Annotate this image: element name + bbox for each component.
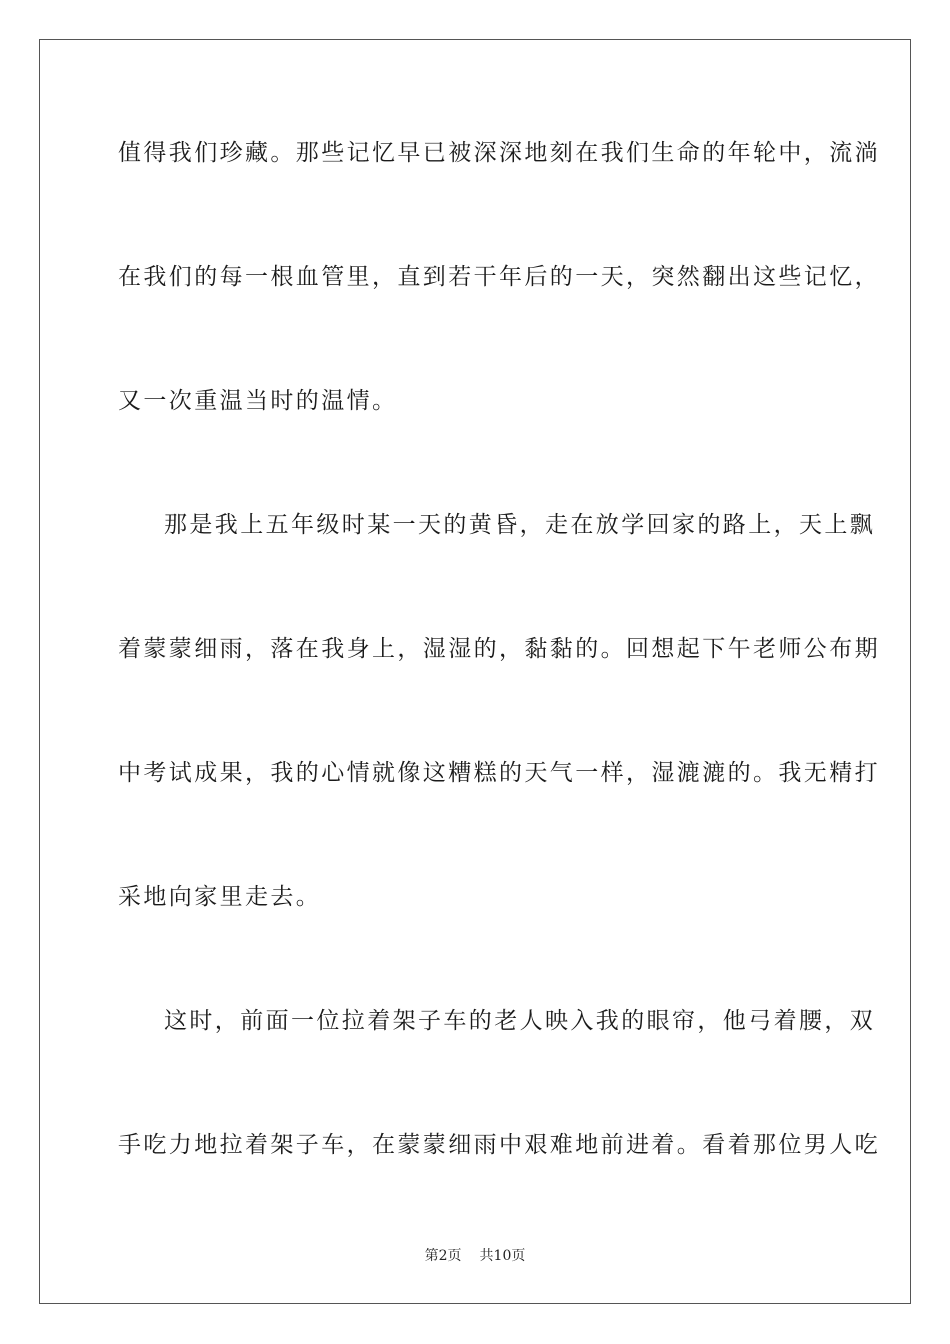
- paragraph-line: 在我们的每一根血管里，直到若干年后的一天，突然翻出这些记忆，: [118, 264, 880, 290]
- page-total: 共10页: [479, 1248, 526, 1264]
- paragraph-line: 那是我上五年级时某一天的黄昏，走在放学回家的路上，天上飘: [164, 512, 876, 538]
- page-number: 第2页: [424, 1248, 462, 1264]
- paragraph-line: 手吃力地拉着架子车，在蒙蒙细雨中艰难地前进着。看着那位男人吃: [118, 1132, 880, 1158]
- page-border: [39, 39, 911, 1304]
- paragraph-line: 值得我们珍藏。那些记忆早已被深深地刻在我们生命的年轮中，流淌: [118, 140, 880, 166]
- paragraph-line: 又一次重温当时的温情。: [118, 388, 398, 414]
- paragraph-line: 这时，前面一位拉着架子车的老人映入我的眼帘，他弓着腰，双: [164, 1008, 876, 1034]
- paragraph-line: 中考试成果，我的心情就像这糟糕的天气一样，湿漉漉的。我无精打: [118, 760, 880, 786]
- page-footer: [0, 1247, 950, 1265]
- paragraph-line: 着蒙蒙细雨，落在我身上，湿湿的，黏黏的。回想起下午老师公布期: [118, 636, 880, 662]
- paragraph-line: 采地向家里走去。: [118, 884, 322, 910]
